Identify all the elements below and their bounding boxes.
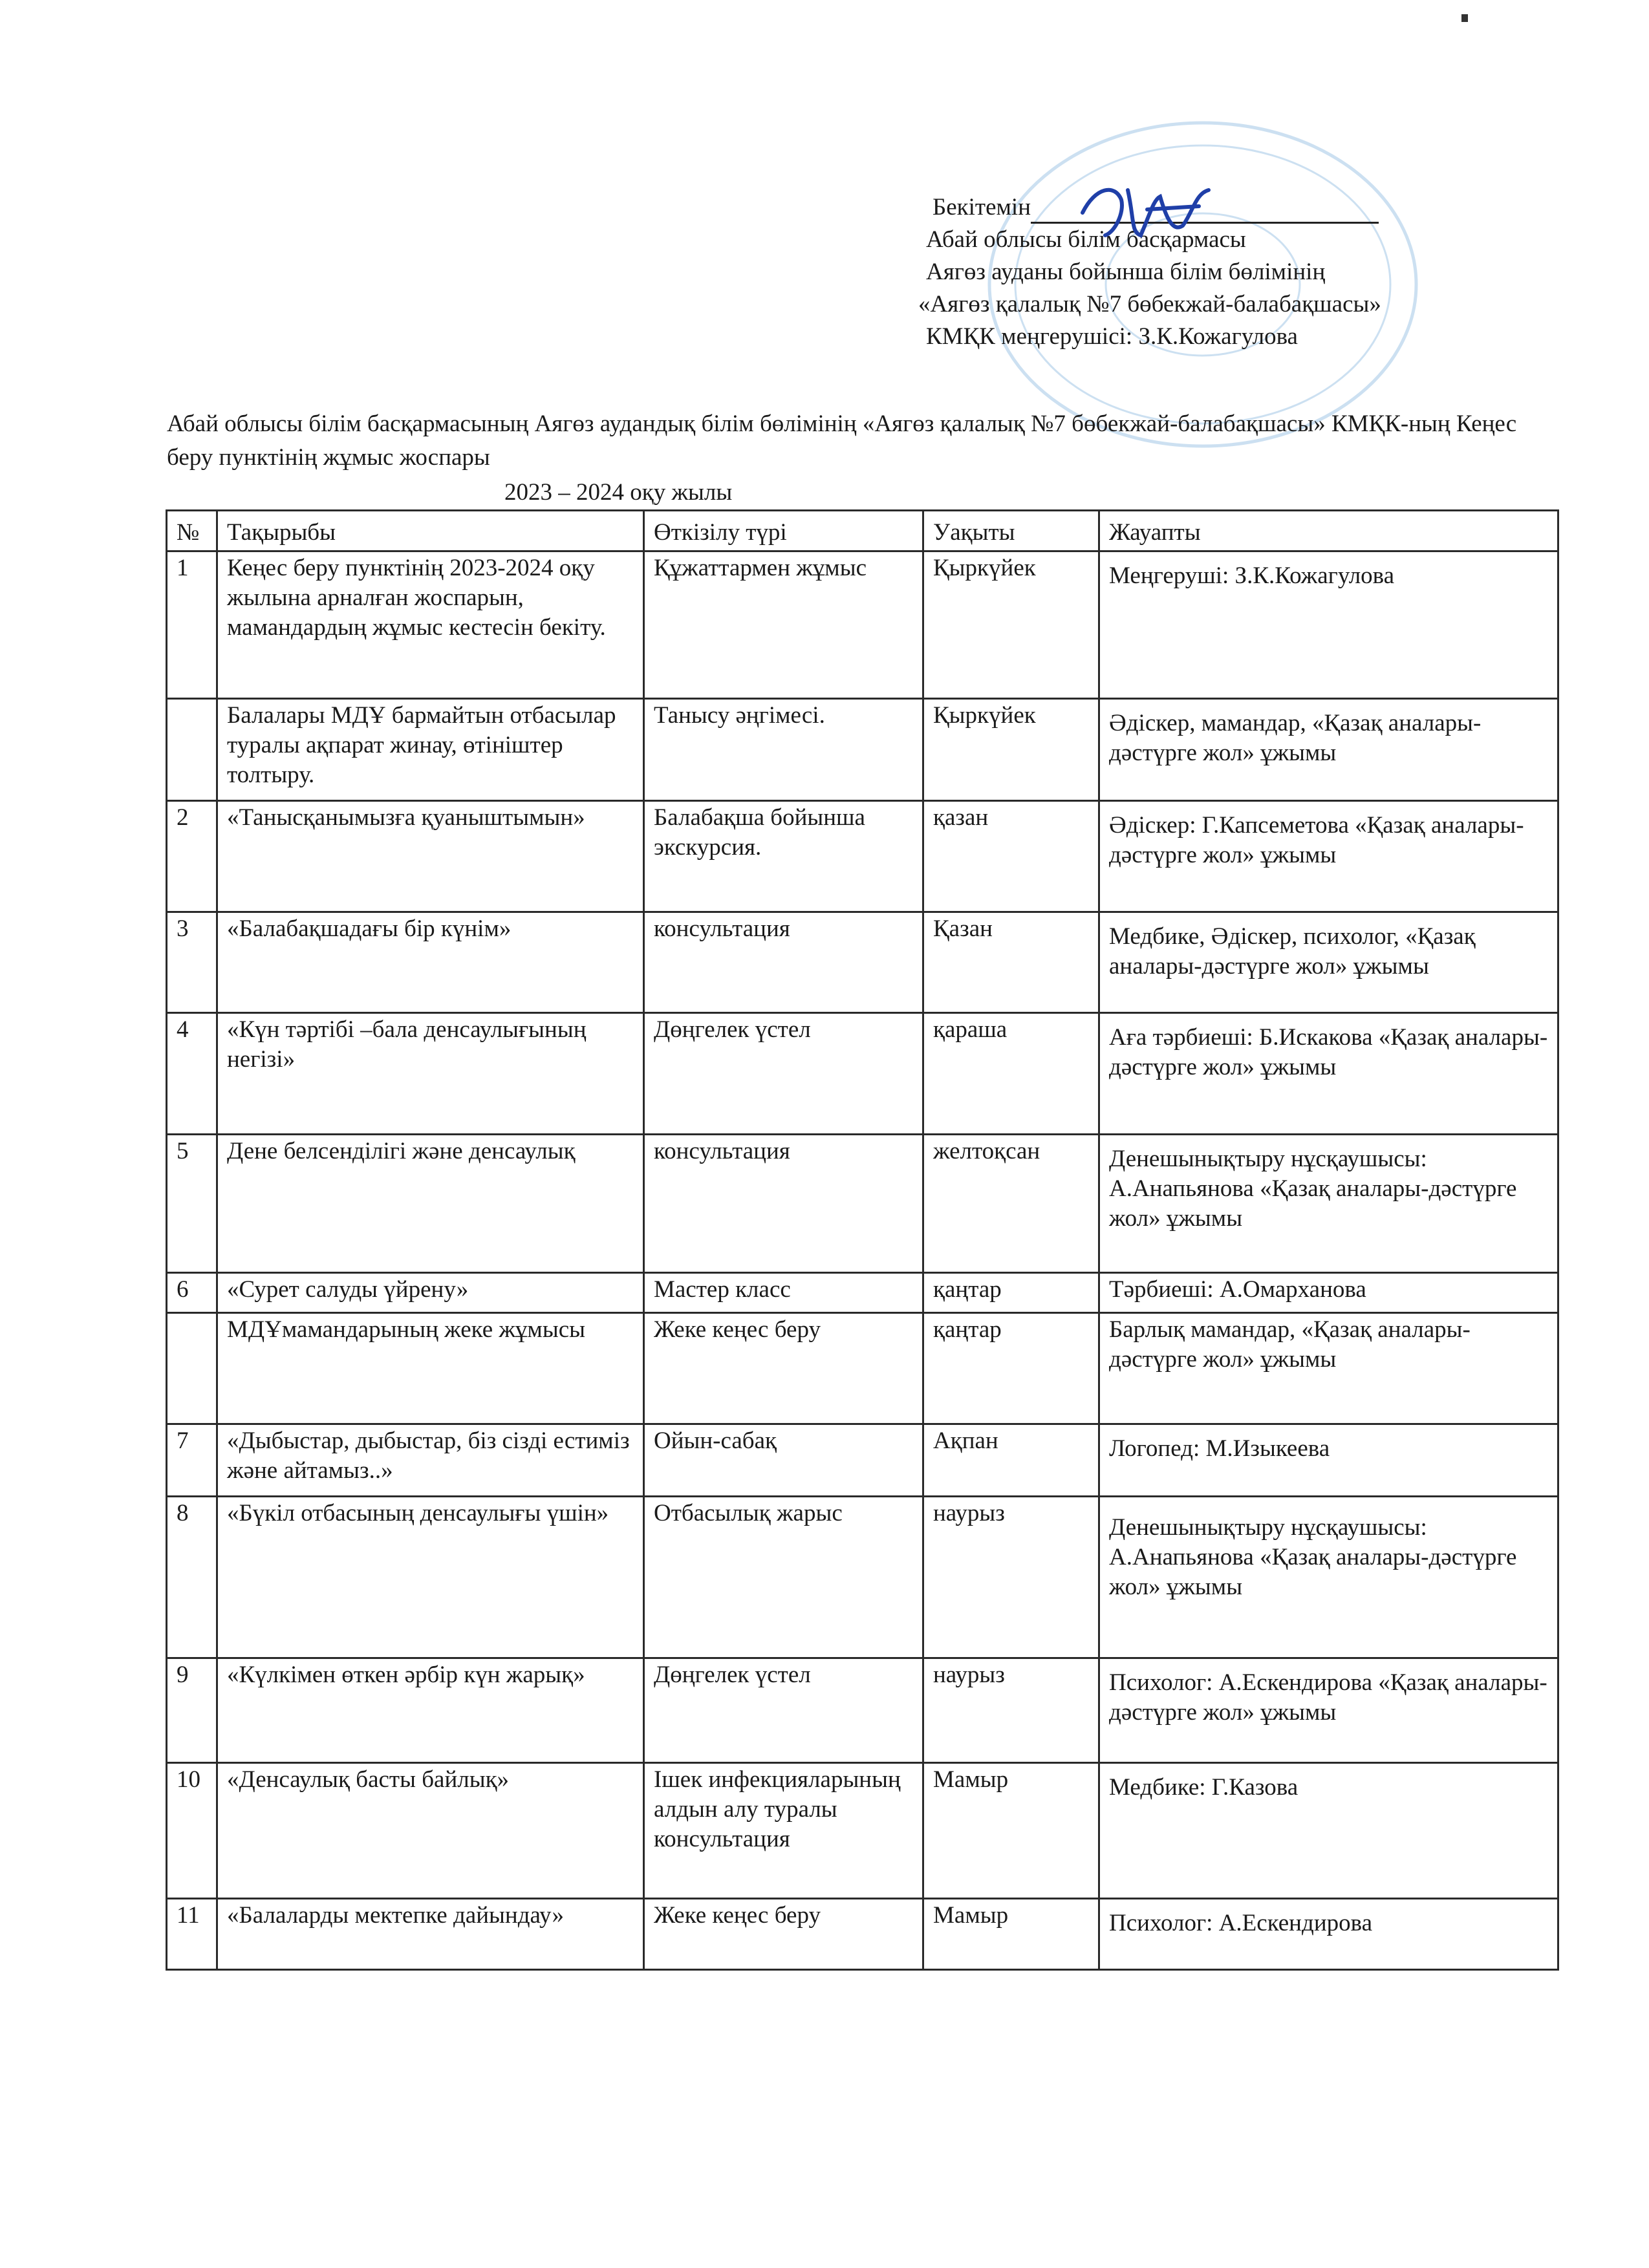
row-form: Танысу әңгімесі. [644,699,923,801]
row-form: Дөңгелек үстел [644,1013,923,1135]
table-row [167,1135,1558,1273]
row-number: 9 [167,1658,217,1763]
table-row [167,1497,1558,1658]
row-topic: «Күн тәртібі –бала денсаулығының негізі» [217,1013,644,1135]
table-row [167,1763,1558,1899]
table-row [167,1899,1558,1970]
row-topic: Дене белсенділігі және денсаулық [217,1135,644,1273]
approval-line-1: Абай облысы білім басқармасы [926,226,1246,253]
row-time: қаңтар [923,1273,1099,1313]
row-topic: МДҰмамандарының жеке жұмысы [217,1313,644,1424]
row-number: 11 [167,1899,217,1970]
row-topic: «Денсаулық басты байлық» [217,1763,644,1899]
row-number: 3 [167,912,217,1013]
row-responsible: Психолог: А.Ескендирова [1099,1899,1558,1970]
row-topic: «Танысқанымызға қуаныштымын» [217,801,644,912]
row-time: Мамыр [923,1899,1099,1970]
row-time: Қазан [923,912,1099,1013]
row-number: 2 [167,801,217,912]
table-row [167,1424,1558,1497]
table-row [167,912,1558,1013]
row-time: қараша [923,1013,1099,1135]
row-responsible: Меңгеруші: З.К.Кожагулова [1099,551,1558,699]
row-time: наурыз [923,1658,1099,1763]
row-form: Жеке кеңес беру [644,1313,923,1424]
row-time: наурыз [923,1497,1099,1658]
header-form: Өткізілу түрі [644,511,923,551]
row-number: 10 [167,1763,217,1899]
row-responsible: Медбике, Әдіскер, психолог, «Қазақ аналары-дәстүрге жол» ұжымы [1099,912,1558,1013]
row-form: Мастер класс [644,1273,923,1313]
row-topic: «Бүкіл отбасының денсаулығы үшін» [217,1497,644,1658]
row-number [167,1313,217,1424]
row-responsible: Денешынықтыру нұсқаушысы: А.Анапьянова «Қазақ аналары-дәстүрге жол» ұжымы [1099,1135,1558,1273]
row-form: Отбасылық жарыс [644,1497,923,1658]
row-number [167,699,217,801]
approval-line-4: КМҚК меңгерушісі: З.К.Кожагулова [926,323,1298,350]
row-topic: Кеңес беру пунктінің 2023-2024 оқу жылына арналған жоспарын, мамандардың жұмыс кестесін бекіту. [217,551,644,699]
row-topic: «Балабақшадағы бір күнім» [217,912,644,1013]
row-responsible: Әдіскер, мамандар, «Қазақ аналары-дәстүрге жол» ұжымы [1099,699,1558,801]
row-time: Қыркүйек [923,551,1099,699]
row-time: қазан [923,801,1099,912]
row-responsible: Тәрбиеші: А.Омарханова [1099,1273,1558,1313]
header-topic: Тақырыбы [217,511,644,551]
row-number: 4 [167,1013,217,1135]
row-time: Қыркүйек [923,699,1099,801]
row-form: консультация [644,1135,923,1273]
header-responsible: Жауапты [1099,511,1558,551]
row-form: консультация [644,912,923,1013]
row-responsible: Әдіскер: Г.Капсеметова «Қазақ аналары-дәстүрге жол» ұжымы [1099,801,1558,912]
scan-mark [1461,14,1468,22]
row-topic: «Сурет салуды үйрену» [217,1273,644,1313]
row-time: Ақпан [923,1424,1099,1497]
row-form: Дөңгелек үстел [644,1658,923,1763]
row-responsible: Аға тәрбиеші: Б.Искакова «Қазақ аналары-дәстүрге жол» ұжымы [1099,1013,1558,1135]
row-number: 8 [167,1497,217,1658]
approval-block [918,191,1591,353]
row-form: Жеке кеңес беру [644,1899,923,1970]
document-title: Абай облысы білім басқармасының Аягөз аудандық білім бөлімінің «Аягөз қалалық №7 бөбекжай-балабақшасы» КМҚК-ның Кеңес беру пунктінің жұмыс жоспары [167,411,1517,471]
table-row [167,1013,1558,1135]
row-responsible: Логопед: М.Изыкеева [1099,1424,1558,1497]
row-number: 1 [167,551,217,699]
approval-label: Бекітемін [932,194,1031,220]
row-time: қаңтар [923,1313,1099,1424]
row-number: 6 [167,1273,217,1313]
table-row [167,1313,1558,1424]
row-form: Балабақша бойынша экскурсия. [644,801,923,912]
header-time: Уақыты [923,511,1099,551]
row-responsible: Психолог: А.Ескендирова «Қазақ аналары-дәстүрге жол» ұжымы [1099,1658,1558,1763]
row-number: 5 [167,1135,217,1273]
row-time: желтоқсан [923,1135,1099,1273]
approval-line-3: «Аягөз қалалық №7 бөбекжай-балабақшасы» [918,291,1381,317]
row-topic: «Күлкімен өткен әрбір күн жарық» [217,1658,644,1763]
table-header-row [167,511,1558,551]
work-plan-table [166,509,1559,1971]
approval-line-2: Аягөз ауданы бойынша білім бөлімінің [926,259,1326,285]
row-form: Құжаттармен жұмыс [644,551,923,699]
table-row [167,551,1558,699]
table-row [167,699,1558,801]
row-responsible: Барлық мамандар, «Қазақ аналары-дәстүрге жол» ұжымы [1099,1313,1558,1424]
table-row [167,801,1558,912]
row-form: Ойын-сабақ [644,1424,923,1497]
row-number: 7 [167,1424,217,1497]
academic-year: 2023 – 2024 оқу жылы [504,479,733,506]
signature-line [1031,193,1379,224]
row-responsible: Медбике: Г.Казова [1099,1763,1558,1899]
header-number: № [167,511,217,551]
table-row [167,1273,1558,1313]
row-topic: Балалары МДҰ бармайтын отбасылар туралы ақпарат жинау, өтініштер толтыру. [217,699,644,801]
row-topic: «Дыбыстар, дыбыстар, біз сізді естиміз және айтамыз..» [217,1424,644,1497]
signature [1070,174,1218,245]
row-responsible: Денешынықтыру нұсқаушысы: А.Анапьянова «Қазақ аналары-дәстүрге жол» ұжымы [1099,1497,1558,1658]
table-row [167,1658,1558,1763]
row-topic: «Балаларды мектепке дайындау» [217,1899,644,1970]
row-time: Мамыр [923,1763,1099,1899]
row-form: Ішек инфекцияларының алдын алу туралы консультация [644,1763,923,1899]
